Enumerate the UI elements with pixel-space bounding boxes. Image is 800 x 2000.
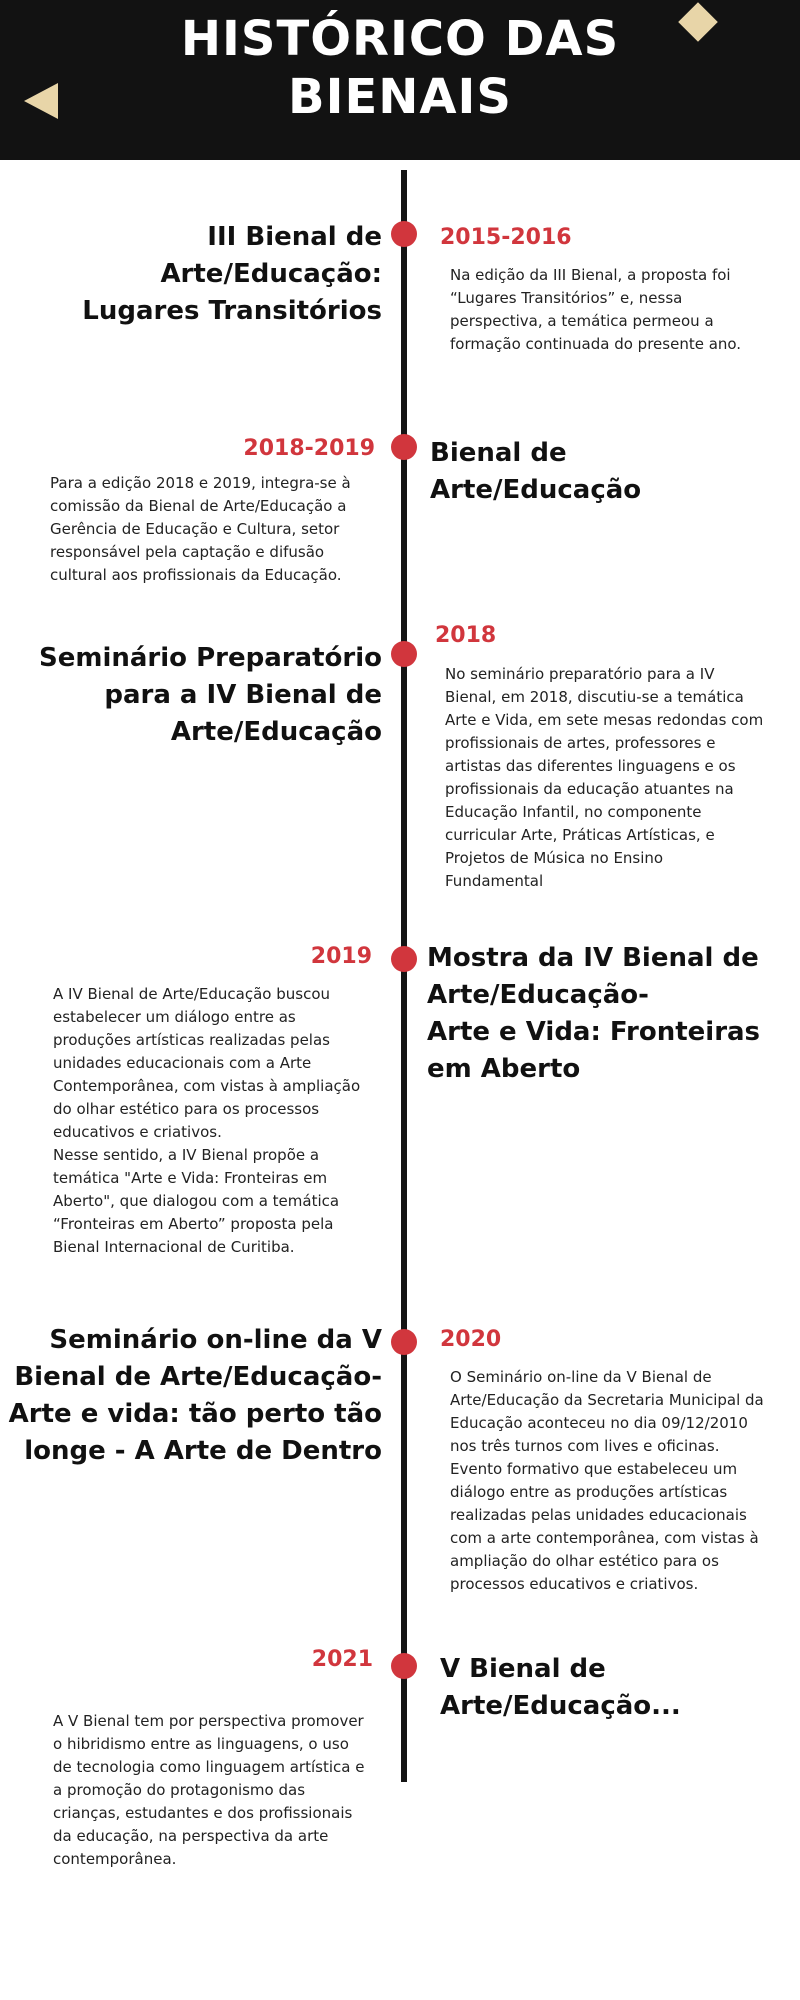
timeline-dot [391, 946, 417, 972]
description-line: Aberto", que dialogou com a temática [53, 1192, 340, 1210]
title-line: Arte/Educação [430, 475, 642, 505]
description-line: O Seminário on-line da V Bienal de [450, 1368, 712, 1386]
description-line: nos três turnos com lives e oficinas. [450, 1437, 720, 1455]
title-line: Bienal de [430, 438, 567, 468]
description-line: da educação, na perspectiva da arte [53, 1827, 329, 1845]
title-line: para a IV Bienal de [104, 680, 382, 710]
description-line: unidades educacionais com a Arte [53, 1054, 312, 1072]
description-line: Arte/Educação da Secretaria Municipal da [450, 1391, 764, 1409]
timeline-dot [391, 434, 417, 460]
description-line: Para a edição 2018 e 2019, integra-se à [50, 474, 351, 492]
title-line: V Bienal de [440, 1654, 606, 1684]
timeline-entry-title [9, 1322, 382, 1470]
timeline-entry-description [53, 1710, 364, 1871]
description-line: Projetos de Música no Ensino [445, 849, 664, 867]
timeline-entry-description [50, 472, 351, 587]
description-line: realizadas pelas unidades educacionais [450, 1506, 747, 1524]
description-line: do olhar estético para os processos [53, 1100, 320, 1118]
title-line: Arte/Educação: [160, 259, 382, 289]
timeline-entry-title [440, 1651, 681, 1725]
page-header [0, 0, 800, 160]
description-line: perspectiva, a temática permeou a [450, 312, 714, 330]
timeline-entry-title [427, 940, 760, 1088]
description-line: Fundamental [445, 872, 544, 890]
title-line: em Aberto [427, 1054, 581, 1084]
description-line: diálogo entre as produções artísticas [450, 1483, 728, 1501]
timeline-dot [391, 1329, 417, 1355]
title-line: Arte/Educação [170, 717, 382, 747]
description-line: a promoção do protagonismo das [53, 1781, 306, 1799]
description-line: Bienal, em 2018, discutiu-se a temática [445, 688, 744, 706]
description-line: crianças, estudantes e dos profissionais [53, 1804, 353, 1822]
title-line: Arte/Educação- [427, 980, 649, 1010]
description-line: profissionais da educação atuantes na [445, 780, 734, 798]
description-line: Gerência de Educação e Cultura, setor [50, 520, 340, 538]
description-line: o hibridismo entre as linguagens, o uso [53, 1735, 349, 1753]
description-line: Contemporânea, com vistas à ampliação [53, 1077, 361, 1095]
page-title-line-1: HISTÓRICO DAS [180, 11, 620, 67]
title-line: Arte e vida: tão perto tão [8, 1399, 382, 1429]
description-line: Na edição da III Bienal, a proposta foi [450, 266, 731, 284]
timeline-entry-description [53, 983, 360, 1259]
description-line: curricular Arte, Práticas Artísticas, e [445, 826, 715, 844]
timeline-entry-title [430, 435, 641, 509]
title-line: Arte e Vida: Fronteiras [427, 1017, 761, 1047]
timeline-entry-description [445, 663, 763, 893]
description-line: comissão da Bienal de Arte/Educação a [50, 497, 347, 515]
description-line: Arte e Vida, em sete mesas redondas com [445, 711, 764, 729]
description-line: artistas das diferentes linguagens e os [445, 757, 736, 775]
title-line: Arte/Educação... [440, 1691, 681, 1721]
title-line: Mostra da IV Bienal de [427, 943, 759, 973]
description-line: produções artísticas realizadas pelas [53, 1031, 330, 1049]
title-line: Lugares Transitórios [82, 296, 382, 326]
title-line: Seminário Preparatório [39, 643, 382, 673]
description-line: Bienal Internacional de Curitiba. [53, 1238, 295, 1256]
description-line: “Fronteiras em Aberto” proposta pela [53, 1215, 334, 1233]
timeline-entry-year: 2021 [311, 1647, 373, 1672]
title-line: Seminário on-line da V [49, 1325, 382, 1355]
description-line: Educação Infantil, no componente [445, 803, 702, 821]
timeline-entry-year: 2018 [435, 623, 497, 648]
description-line: com a arte contemporânea, com vistas à [450, 1529, 759, 1547]
timeline-dot [391, 221, 417, 247]
description-line: cultural aos profissionais da Educação. [50, 566, 342, 584]
description-line: Evento formativo que estabeleceu um [450, 1460, 738, 1478]
description-line: “Lugares Transitórios” e, nessa [450, 289, 683, 307]
description-line: responsável pela captação e difusão [50, 543, 325, 561]
timeline-entry-title [39, 640, 382, 751]
description-line: educativos e criativos. [53, 1123, 222, 1141]
timeline-entry-year: 2020 [440, 1327, 502, 1352]
title-line: longe - A Arte de Dentro [24, 1436, 382, 1466]
page-title-line-2: BIENAIS [288, 69, 512, 125]
title-line: Bienal de Arte/Educação- [14, 1362, 382, 1392]
timeline-dot [391, 641, 417, 667]
description-line: formação continuada do presente ano. [450, 335, 742, 353]
timeline-entry-year: 2019 [310, 944, 372, 969]
page-title [0, 10, 800, 126]
timeline-entry-description [450, 1366, 764, 1596]
description-line: Educação aconteceu no dia 09/12/2010 [450, 1414, 748, 1432]
timeline-entry-year: 2018-2019 [243, 436, 375, 461]
description-line: estabelecer um diálogo entre as [53, 1008, 296, 1026]
description-line: de tecnologia como linguagem artística e [53, 1758, 365, 1776]
description-line: ampliação do olhar estético para os [450, 1552, 719, 1570]
timeline-dot [391, 1653, 417, 1679]
timeline-axis [401, 170, 407, 1782]
description-line: A IV Bienal de Arte/Educação buscou [53, 985, 331, 1003]
description-line: No seminário preparatório para a IV [445, 665, 715, 683]
description-line: temática "Arte e Vida: Fronteiras em [53, 1169, 328, 1187]
timeline-entry-description [450, 264, 741, 356]
description-line: A V Bienal tem por perspectiva promover [53, 1712, 364, 1730]
timeline-entry-year: 2015-2016 [440, 225, 572, 250]
description-line: profissionais de artes, professores e [445, 734, 716, 752]
description-line: contemporânea. [53, 1850, 177, 1868]
timeline-entry-title [82, 219, 382, 330]
description-line: processos educativos e criativos. [450, 1575, 699, 1593]
description-line: Nesse sentido, a IV Bienal propõe a [53, 1146, 320, 1164]
title-line: III Bienal de [207, 222, 382, 252]
